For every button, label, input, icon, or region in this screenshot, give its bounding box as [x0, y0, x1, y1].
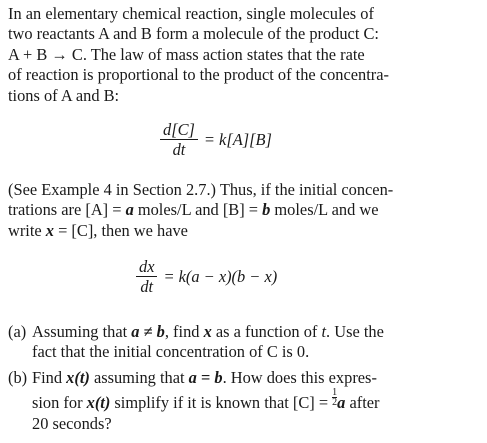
- part-a-text: [32, 322, 483, 363]
- dx-dt-fraction: [136, 257, 157, 296]
- middle-line-2-part-c: moles/L and we: [270, 200, 379, 220]
- part-a-label: (a): [8, 322, 27, 341]
- var-b: b: [262, 200, 271, 220]
- part-a-line-1-d: . Use the: [326, 322, 384, 341]
- var-x: x: [45, 220, 54, 240]
- dt-denominator: dt: [140, 277, 154, 296]
- half-denominator: 2: [332, 397, 338, 409]
- part-b-line-2-b: simplify if it is known that [C] =: [110, 393, 333, 413]
- part-b-line-2-a: sion for: [32, 393, 87, 413]
- part-b-line-1-b: assuming that: [89, 368, 189, 387]
- part-b-equality: a = b: [188, 368, 223, 387]
- part-a-var-t: t: [321, 322, 327, 341]
- intro-paragraph: [8, 4, 389, 106]
- middle-line-2-part-b: moles/L and [B] =: [133, 200, 263, 220]
- middle-line-2-part-a: trations are [A] =: [8, 200, 126, 220]
- rate-equation: [160, 120, 272, 159]
- middle-line-3: [8, 221, 188, 240]
- part-b-x-of-t: x(t): [66, 368, 90, 387]
- middle-line-2: [8, 200, 379, 219]
- part-b-var-a: a: [337, 393, 346, 413]
- part-b-label: (b): [8, 368, 28, 387]
- part-a-line-2: fact that the initial concentration of C is 0.: [32, 342, 310, 362]
- intro-line-5: tions of A and B:: [8, 85, 120, 105]
- middle-line-3-part-b: = [C], then we have: [53, 220, 188, 240]
- rate-numerator: d[C]: [160, 120, 198, 140]
- intro-line-2: two reactants A and B form a molecule of the product C:: [8, 24, 379, 44]
- intro-line-1: In an elementary chemical reaction, single molecules of: [8, 4, 374, 23]
- var-a: a: [125, 200, 134, 220]
- middle-paragraph: [8, 180, 393, 241]
- rate-rhs: = k[A][B]: [203, 129, 272, 149]
- intro-line-4: of reaction is proportional to the product of the concentra-: [8, 65, 389, 85]
- de-rhs: = k(a − x)(b − x): [163, 266, 278, 286]
- middle-line-1: (See Example 4 in Section 2.7.) Thus, if the initial concen-: [8, 180, 394, 199]
- dx-numerator: dx: [136, 257, 157, 277]
- part-b-text: [32, 368, 483, 434]
- rate-fraction: [160, 120, 198, 159]
- differential-equation: [136, 257, 277, 296]
- part-a-line-1-c: as a function of: [211, 322, 322, 341]
- part-b-line-1-a: Find: [32, 368, 67, 387]
- rate-denominator: dt: [172, 140, 186, 159]
- part-a-line-1-a: Assuming that: [32, 322, 132, 341]
- part-b-line-1-c: . How does this expres-: [222, 368, 377, 387]
- intro-line-3: A + B → C. The law of mass action states that the rate: [8, 44, 365, 64]
- part-a-line-1-b: , find: [164, 322, 204, 341]
- middle-line-3-part-a: write: [8, 220, 46, 240]
- part-a: [8, 322, 483, 363]
- part-b-line-2-c: after: [345, 393, 380, 413]
- part-b: [8, 368, 483, 434]
- part-a-var-x: x: [203, 322, 212, 341]
- part-b-line-3: 20 seconds?: [32, 413, 112, 433]
- half-numerator: 1: [332, 387, 338, 399]
- part-b-x-of-t-2: x(t): [86, 393, 111, 413]
- part-a-inequality: a ≠ b: [131, 322, 165, 341]
